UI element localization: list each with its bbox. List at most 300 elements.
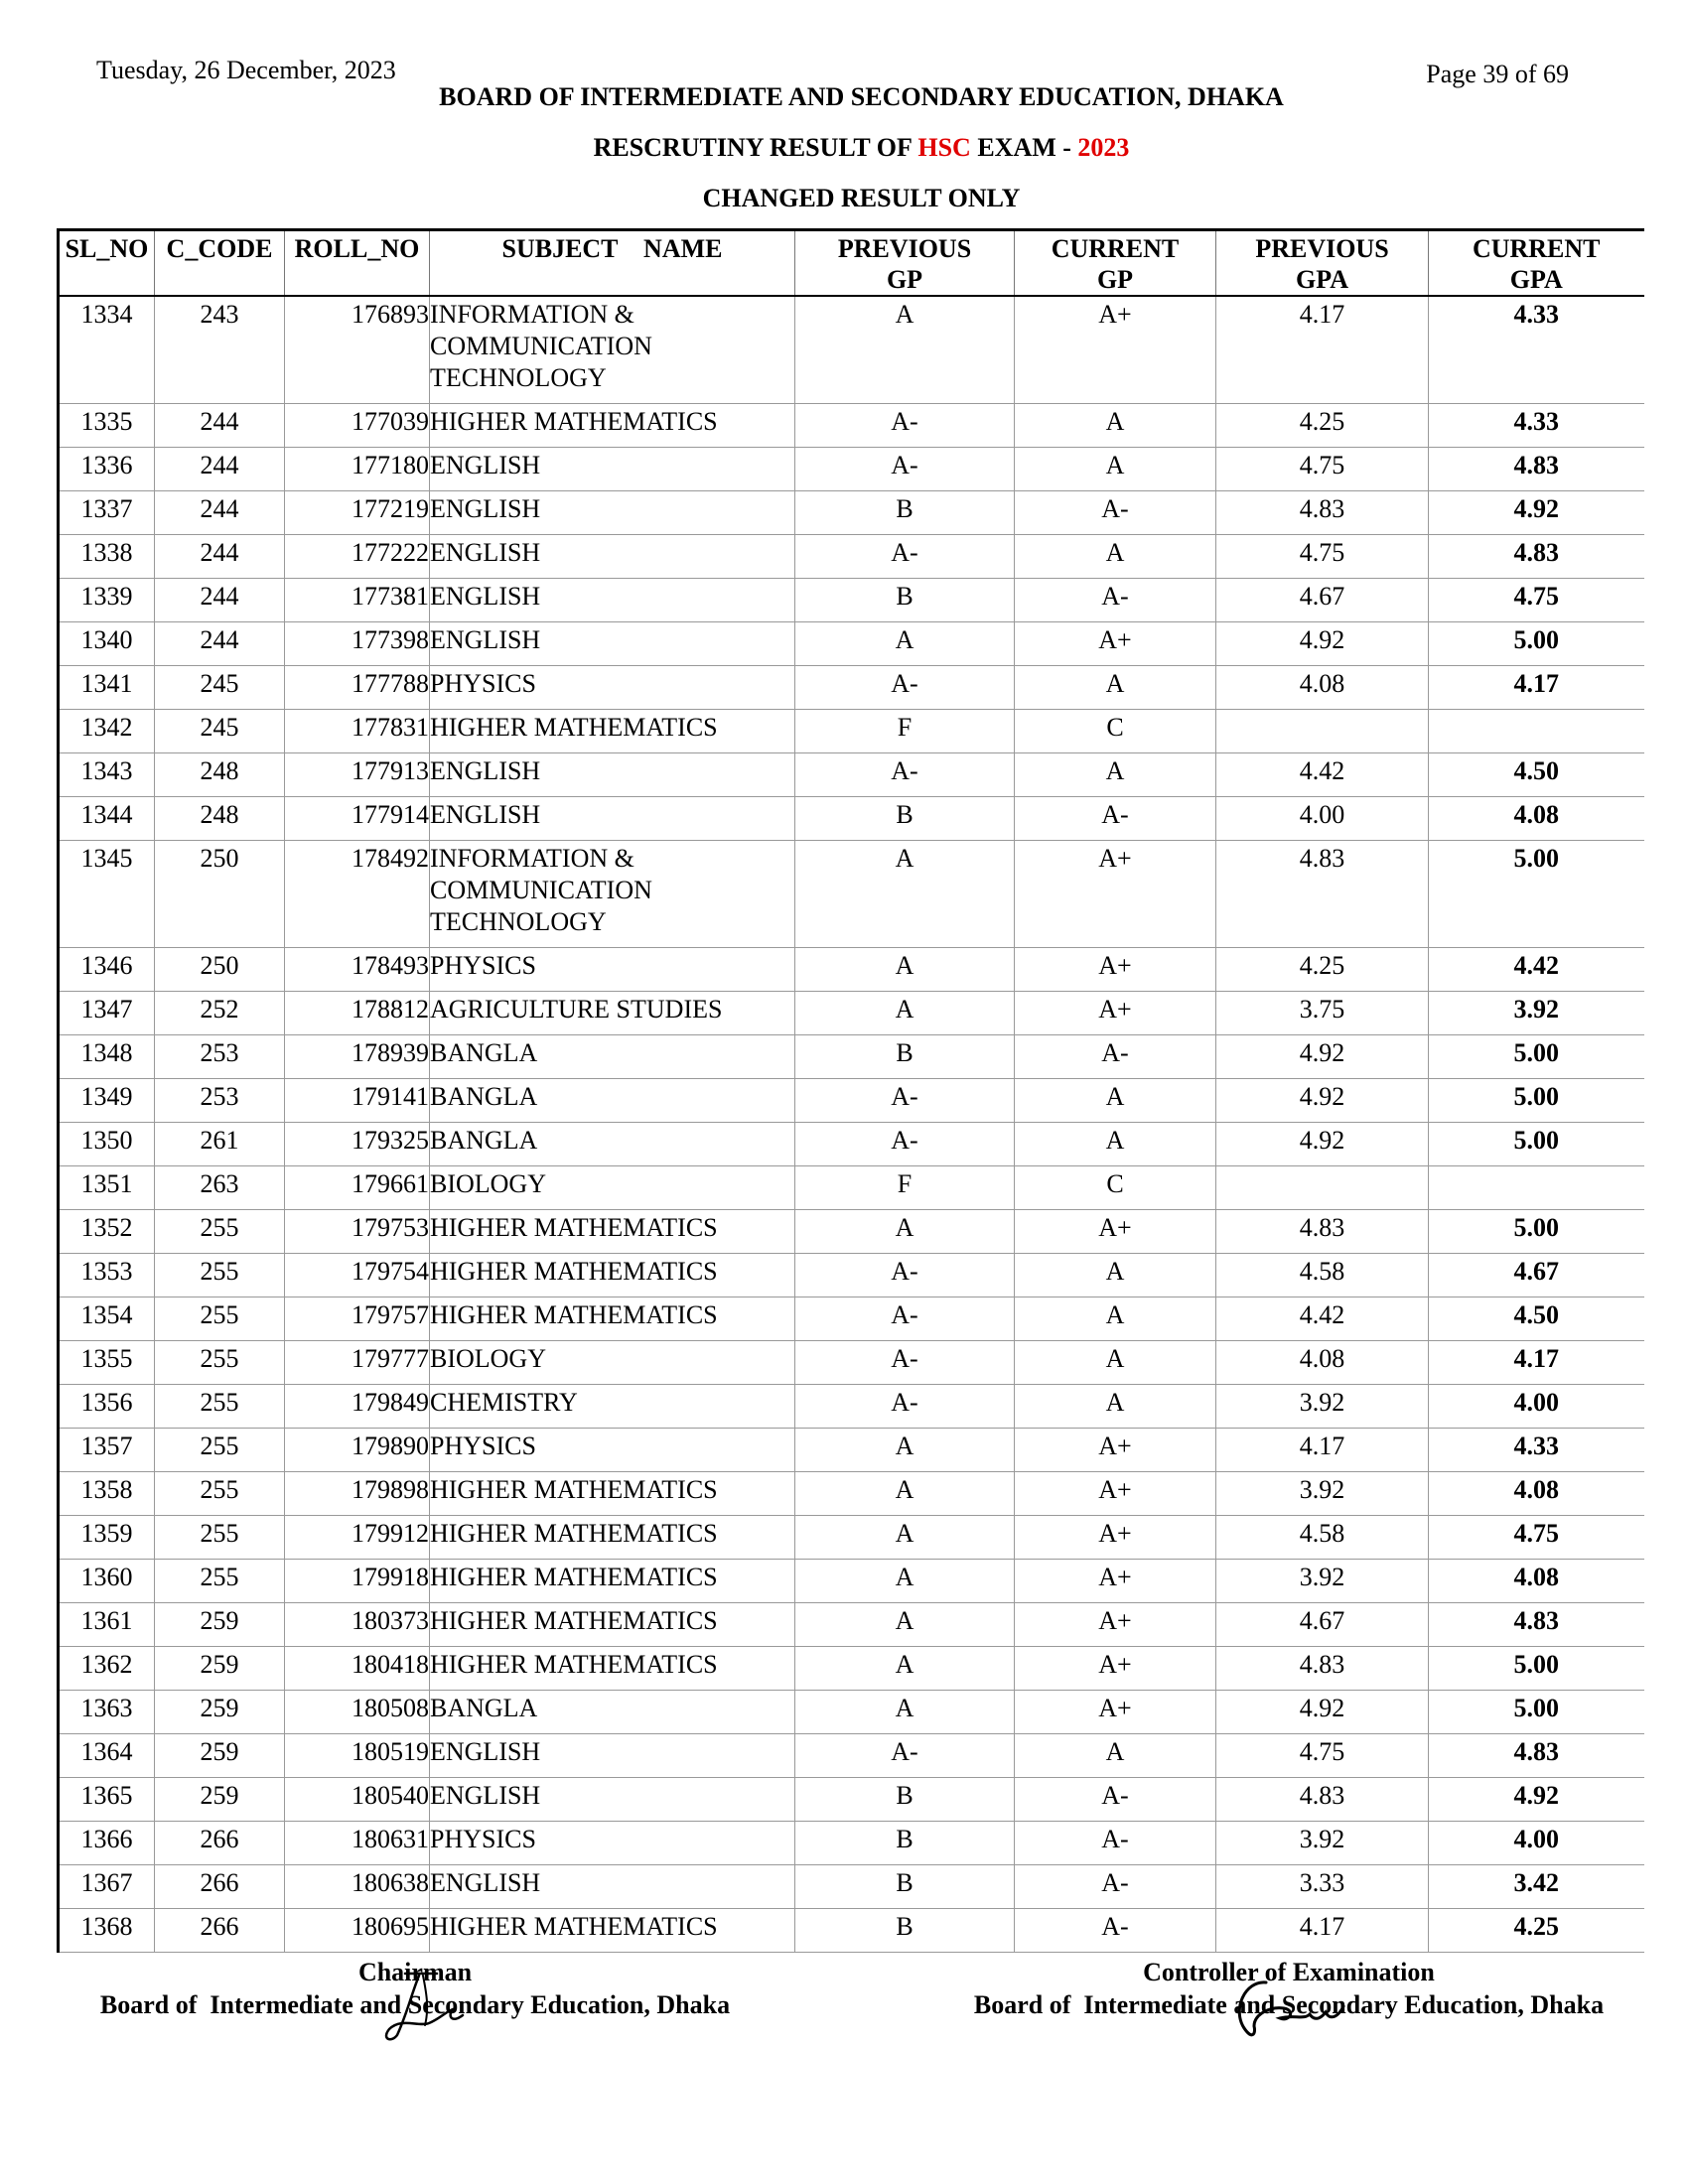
cell-current-gp: A+ bbox=[1015, 1210, 1216, 1254]
cell-previous-gpa: 4.83 bbox=[1216, 491, 1429, 535]
subtitle-prefix: RESCRUTINY RESULT OF bbox=[593, 133, 918, 162]
cell-c-code: 244 bbox=[155, 491, 285, 535]
cell-current-gpa: 4.75 bbox=[1429, 579, 1644, 622]
cell-current-gpa: 5.00 bbox=[1429, 1647, 1644, 1691]
cell-roll-no: 179661 bbox=[285, 1166, 430, 1210]
cell-subject: ENGLISH bbox=[430, 1865, 795, 1909]
cell-current-gp: A bbox=[1015, 753, 1216, 797]
cell-roll-no: 180508 bbox=[285, 1691, 430, 1734]
cell-previous-gpa bbox=[1216, 1166, 1429, 1210]
cell-sl-no: 1359 bbox=[59, 1516, 155, 1560]
table-row bbox=[59, 666, 1644, 710]
cell-subject: CHEMISTRY bbox=[430, 1385, 795, 1429]
cell-sl-no: 1339 bbox=[59, 579, 155, 622]
cell-current-gp: A+ bbox=[1015, 296, 1216, 404]
cell-previous-gpa: 4.67 bbox=[1216, 1603, 1429, 1647]
cell-subject: PHYSICS bbox=[430, 666, 795, 710]
cell-c-code: 252 bbox=[155, 992, 285, 1035]
cell-subject: ENGLISH bbox=[430, 622, 795, 666]
cell-previous-gp: A bbox=[795, 1429, 1015, 1472]
cell-sl-no: 1347 bbox=[59, 992, 155, 1035]
cell-roll-no: 177219 bbox=[285, 491, 430, 535]
cell-current-gpa bbox=[1429, 710, 1644, 753]
cell-c-code: 255 bbox=[155, 1472, 285, 1516]
cell-sl-no: 1336 bbox=[59, 448, 155, 491]
chairman-block bbox=[77, 1956, 753, 2021]
cell-current-gp: A- bbox=[1015, 1865, 1216, 1909]
cell-roll-no: 179849 bbox=[285, 1385, 430, 1429]
cell-current-gp: A bbox=[1015, 1079, 1216, 1123]
cell-subject: AGRICULTURE STUDIES bbox=[430, 992, 795, 1035]
cell-previous-gp: B bbox=[795, 1778, 1015, 1822]
cell-previous-gp: A bbox=[795, 1560, 1015, 1603]
cell-c-code: 263 bbox=[155, 1166, 285, 1210]
table-row bbox=[59, 1385, 1644, 1429]
cell-roll-no: 177381 bbox=[285, 579, 430, 622]
cell-c-code: 255 bbox=[155, 1297, 285, 1341]
cell-roll-no: 178812 bbox=[285, 992, 430, 1035]
cell-subject: ENGLISH bbox=[430, 753, 795, 797]
cell-sl-no: 1352 bbox=[59, 1210, 155, 1254]
cell-previous-gpa: 4.83 bbox=[1216, 1647, 1429, 1691]
table-row bbox=[59, 1254, 1644, 1297]
cell-current-gpa: 4.92 bbox=[1429, 1778, 1644, 1822]
cell-previous-gp: A bbox=[795, 1516, 1015, 1560]
cell-previous-gpa: 4.08 bbox=[1216, 1341, 1429, 1385]
cell-sl-no: 1335 bbox=[59, 404, 155, 448]
cell-subject: HIGHER MATHEMATICS bbox=[430, 1210, 795, 1254]
table-row bbox=[59, 992, 1644, 1035]
cell-subject: ENGLISH bbox=[430, 797, 795, 841]
chairman-org: Board of Intermediate and Secondary Education, Dhaka bbox=[99, 1990, 731, 2019]
cell-roll-no: 180418 bbox=[285, 1647, 430, 1691]
cell-previous-gpa: 4.42 bbox=[1216, 753, 1429, 797]
header-subject: SUBJECT NAME bbox=[430, 230, 795, 297]
header-current-gpa: CURRENT GPA bbox=[1429, 230, 1644, 297]
cell-subject: HIGHER MATHEMATICS bbox=[430, 1647, 795, 1691]
cell-subject: HIGHER MATHEMATICS bbox=[430, 710, 795, 753]
exam-subtitle bbox=[0, 133, 1688, 163]
cell-sl-no: 1360 bbox=[59, 1560, 155, 1603]
cell-sl-no: 1356 bbox=[59, 1385, 155, 1429]
cell-current-gp: C bbox=[1015, 710, 1216, 753]
cell-previous-gp: B bbox=[795, 1035, 1015, 1079]
cell-current-gp: A+ bbox=[1015, 1472, 1216, 1516]
cell-previous-gpa: 4.75 bbox=[1216, 535, 1429, 579]
cell-subject: HIGHER MATHEMATICS bbox=[430, 1297, 795, 1341]
cell-subject: ENGLISH bbox=[430, 579, 795, 622]
header-previous-gp: PREVIOUS GP bbox=[795, 230, 1015, 297]
table-row bbox=[59, 1778, 1644, 1822]
cell-roll-no: 179918 bbox=[285, 1560, 430, 1603]
cell-previous-gpa: 4.92 bbox=[1216, 1691, 1429, 1734]
cell-previous-gp: B bbox=[795, 491, 1015, 535]
cell-sl-no: 1351 bbox=[59, 1166, 155, 1210]
cell-previous-gpa: 4.17 bbox=[1216, 1909, 1429, 1953]
cell-previous-gp: A- bbox=[795, 753, 1015, 797]
cell-roll-no: 178492 bbox=[285, 841, 430, 948]
cell-previous-gpa: 4.75 bbox=[1216, 1734, 1429, 1778]
cell-previous-gpa: 3.33 bbox=[1216, 1865, 1429, 1909]
cell-c-code: 244 bbox=[155, 535, 285, 579]
cell-c-code: 266 bbox=[155, 1865, 285, 1909]
cell-previous-gp: A bbox=[795, 841, 1015, 948]
cell-previous-gp: A- bbox=[795, 1341, 1015, 1385]
cell-previous-gp: A- bbox=[795, 666, 1015, 710]
cell-c-code: 255 bbox=[155, 1254, 285, 1297]
cell-sl-no: 1334 bbox=[59, 296, 155, 404]
table-row bbox=[59, 1429, 1644, 1472]
table-row bbox=[59, 1603, 1644, 1647]
cell-current-gpa: 4.83 bbox=[1429, 1603, 1644, 1647]
cell-subject: BANGLA bbox=[430, 1691, 795, 1734]
cell-current-gpa: 4.92 bbox=[1429, 491, 1644, 535]
cell-current-gp: A+ bbox=[1015, 841, 1216, 948]
cell-previous-gp: B bbox=[795, 797, 1015, 841]
cell-sl-no: 1349 bbox=[59, 1079, 155, 1123]
table-row bbox=[59, 622, 1644, 666]
cell-previous-gp: A- bbox=[795, 1297, 1015, 1341]
cell-roll-no: 177039 bbox=[285, 404, 430, 448]
cell-current-gpa: 4.08 bbox=[1429, 1472, 1644, 1516]
cell-subject: HIGHER MATHEMATICS bbox=[430, 1560, 795, 1603]
cell-roll-no: 178493 bbox=[285, 948, 430, 992]
cell-subject: HIGHER MATHEMATICS bbox=[430, 1603, 795, 1647]
cell-current-gpa: 4.67 bbox=[1429, 1254, 1644, 1297]
cell-previous-gp: A bbox=[795, 1603, 1015, 1647]
cell-current-gp: A bbox=[1015, 448, 1216, 491]
cell-current-gp: A bbox=[1015, 1297, 1216, 1341]
cell-sl-no: 1362 bbox=[59, 1647, 155, 1691]
cell-previous-gpa: 4.83 bbox=[1216, 1210, 1429, 1254]
subtitle-exam: HSC bbox=[917, 133, 971, 162]
cell-current-gp: A- bbox=[1015, 491, 1216, 535]
cell-sl-no: 1368 bbox=[59, 1909, 155, 1953]
cell-roll-no: 179753 bbox=[285, 1210, 430, 1254]
cell-roll-no: 179898 bbox=[285, 1472, 430, 1516]
cell-previous-gpa: 4.58 bbox=[1216, 1516, 1429, 1560]
cell-sl-no: 1342 bbox=[59, 710, 155, 753]
cell-current-gpa: 5.00 bbox=[1429, 841, 1644, 948]
cell-current-gpa: 4.50 bbox=[1429, 1297, 1644, 1341]
cell-previous-gp: A- bbox=[795, 535, 1015, 579]
cell-subject: ENGLISH bbox=[430, 491, 795, 535]
header-c-code: C_CODE bbox=[155, 230, 285, 297]
cell-previous-gp: A- bbox=[795, 1254, 1015, 1297]
cell-current-gp: A bbox=[1015, 1123, 1216, 1166]
table-row bbox=[59, 1865, 1644, 1909]
cell-c-code: 244 bbox=[155, 448, 285, 491]
cell-previous-gpa: 4.83 bbox=[1216, 841, 1429, 948]
header-previous-gpa: PREVIOUS GPA bbox=[1216, 230, 1429, 297]
cell-sl-no: 1354 bbox=[59, 1297, 155, 1341]
cell-previous-gpa: 3.92 bbox=[1216, 1472, 1429, 1516]
cell-roll-no: 177914 bbox=[285, 797, 430, 841]
cell-c-code: 243 bbox=[155, 296, 285, 404]
cell-c-code: 259 bbox=[155, 1691, 285, 1734]
cell-c-code: 244 bbox=[155, 622, 285, 666]
controller-title: Controller of Examination bbox=[1143, 1958, 1435, 1986]
cell-previous-gp: F bbox=[795, 1166, 1015, 1210]
cell-c-code: 248 bbox=[155, 797, 285, 841]
table-row bbox=[59, 1166, 1644, 1210]
table-row bbox=[59, 491, 1644, 535]
cell-roll-no: 180638 bbox=[285, 1865, 430, 1909]
table-row bbox=[59, 753, 1644, 797]
cell-previous-gpa: 4.92 bbox=[1216, 1079, 1429, 1123]
cell-subject: HIGHER MATHEMATICS bbox=[430, 1254, 795, 1297]
cell-current-gp: A- bbox=[1015, 1822, 1216, 1865]
cell-current-gp: A+ bbox=[1015, 1516, 1216, 1560]
cell-previous-gpa: 4.92 bbox=[1216, 1123, 1429, 1166]
cell-c-code: 266 bbox=[155, 1822, 285, 1865]
cell-roll-no: 179757 bbox=[285, 1297, 430, 1341]
cell-current-gpa: 4.83 bbox=[1429, 448, 1644, 491]
cell-current-gpa: 5.00 bbox=[1429, 622, 1644, 666]
table-row bbox=[59, 1560, 1644, 1603]
cell-subject: ENGLISH bbox=[430, 535, 795, 579]
cell-subject: INFORMATION & COMMUNICATION TECHNOLOGY bbox=[430, 296, 795, 404]
cell-current-gp: A- bbox=[1015, 1035, 1216, 1079]
cell-subject: INFORMATION & COMMUNICATION TECHNOLOGY bbox=[430, 841, 795, 948]
cell-sl-no: 1345 bbox=[59, 841, 155, 948]
result-note: CHANGED RESULT ONLY bbox=[702, 184, 1021, 212]
cell-c-code: 255 bbox=[155, 1210, 285, 1254]
cell-previous-gp: B bbox=[795, 1909, 1015, 1953]
table-row bbox=[59, 579, 1644, 622]
cell-current-gpa: 4.42 bbox=[1429, 948, 1644, 992]
table-row bbox=[59, 710, 1644, 753]
cell-roll-no: 180519 bbox=[285, 1734, 430, 1778]
cell-roll-no: 177222 bbox=[285, 535, 430, 579]
table-row bbox=[59, 1079, 1644, 1123]
cell-previous-gpa: 4.75 bbox=[1216, 448, 1429, 491]
cell-previous-gp: A bbox=[795, 1472, 1015, 1516]
cell-previous-gp: B bbox=[795, 1865, 1015, 1909]
cell-current-gpa: 4.00 bbox=[1429, 1822, 1644, 1865]
cell-current-gp: A+ bbox=[1015, 1603, 1216, 1647]
cell-previous-gpa: 4.25 bbox=[1216, 404, 1429, 448]
cell-previous-gp: A bbox=[795, 992, 1015, 1035]
cell-roll-no: 180695 bbox=[285, 1909, 430, 1953]
cell-roll-no: 177831 bbox=[285, 710, 430, 753]
cell-c-code: 248 bbox=[155, 753, 285, 797]
cell-current-gpa: 5.00 bbox=[1429, 1210, 1644, 1254]
table-row bbox=[59, 797, 1644, 841]
cell-current-gp: A- bbox=[1015, 1909, 1216, 1953]
table-row bbox=[59, 1822, 1644, 1865]
cell-c-code: 259 bbox=[155, 1778, 285, 1822]
cell-sl-no: 1367 bbox=[59, 1865, 155, 1909]
cell-subject: PHYSICS bbox=[430, 948, 795, 992]
cell-c-code: 245 bbox=[155, 710, 285, 753]
cell-subject: HIGHER MATHEMATICS bbox=[430, 1909, 795, 1953]
cell-current-gp: A bbox=[1015, 1734, 1216, 1778]
table-row bbox=[59, 404, 1644, 448]
cell-previous-gpa: 3.92 bbox=[1216, 1560, 1429, 1603]
cell-previous-gpa: 4.00 bbox=[1216, 797, 1429, 841]
cell-sl-no: 1353 bbox=[59, 1254, 155, 1297]
table-row bbox=[59, 1516, 1644, 1560]
cell-subject: HIGHER MATHEMATICS bbox=[430, 404, 795, 448]
cell-subject: ENGLISH bbox=[430, 448, 795, 491]
cell-sl-no: 1355 bbox=[59, 1341, 155, 1385]
cell-roll-no: 180540 bbox=[285, 1778, 430, 1822]
cell-subject: BIOLOGY bbox=[430, 1166, 795, 1210]
cell-previous-gp: B bbox=[795, 579, 1015, 622]
table-row bbox=[59, 1691, 1644, 1734]
cell-previous-gpa: 4.17 bbox=[1216, 1429, 1429, 1472]
cell-roll-no: 179754 bbox=[285, 1254, 430, 1297]
cell-previous-gp: A- bbox=[795, 1385, 1015, 1429]
cell-sl-no: 1340 bbox=[59, 622, 155, 666]
cell-subject: PHYSICS bbox=[430, 1429, 795, 1472]
cell-previous-gpa: 4.58 bbox=[1216, 1254, 1429, 1297]
cell-sl-no: 1343 bbox=[59, 753, 155, 797]
cell-roll-no: 177398 bbox=[285, 622, 430, 666]
cell-previous-gpa bbox=[1216, 710, 1429, 753]
cell-current-gpa: 4.75 bbox=[1429, 1516, 1644, 1560]
cell-current-gpa: 4.25 bbox=[1429, 1909, 1644, 1953]
cell-roll-no: 177180 bbox=[285, 448, 430, 491]
cell-roll-no: 180373 bbox=[285, 1603, 430, 1647]
table-row bbox=[59, 841, 1644, 948]
cell-current-gp: A+ bbox=[1015, 948, 1216, 992]
cell-c-code: 255 bbox=[155, 1560, 285, 1603]
cell-previous-gpa: 4.92 bbox=[1216, 622, 1429, 666]
cell-current-gp: A- bbox=[1015, 579, 1216, 622]
cell-subject: BANGLA bbox=[430, 1035, 795, 1079]
table-row bbox=[59, 1341, 1644, 1385]
table-row bbox=[59, 1123, 1644, 1166]
header-current-gp: CURRENT GP bbox=[1015, 230, 1216, 297]
cell-c-code: 266 bbox=[155, 1909, 285, 1953]
table-header-row bbox=[59, 230, 1644, 297]
cell-current-gp: A+ bbox=[1015, 1647, 1216, 1691]
cell-previous-gp: F bbox=[795, 710, 1015, 753]
print-date: Tuesday, 26 December, 2023 bbox=[96, 56, 396, 84]
cell-current-gpa: 4.83 bbox=[1429, 535, 1644, 579]
cell-roll-no: 179912 bbox=[285, 1516, 430, 1560]
cell-current-gp: A bbox=[1015, 1341, 1216, 1385]
cell-c-code: 255 bbox=[155, 1516, 285, 1560]
cell-previous-gp: A- bbox=[795, 1734, 1015, 1778]
table-row bbox=[59, 1734, 1644, 1778]
cell-sl-no: 1337 bbox=[59, 491, 155, 535]
cell-current-gp: A bbox=[1015, 666, 1216, 710]
table-row bbox=[59, 1909, 1644, 1953]
chairman-title: Chairman bbox=[357, 1958, 473, 1986]
subtitle-mid: EXAM - bbox=[970, 133, 1078, 162]
cell-sl-no: 1358 bbox=[59, 1472, 155, 1516]
cell-current-gpa: 4.83 bbox=[1429, 1734, 1644, 1778]
cell-c-code: 244 bbox=[155, 579, 285, 622]
cell-current-gp: A+ bbox=[1015, 1691, 1216, 1734]
cell-previous-gp: A bbox=[795, 1647, 1015, 1691]
cell-previous-gpa: 3.92 bbox=[1216, 1822, 1429, 1865]
table-row bbox=[59, 1647, 1644, 1691]
cell-subject: ENGLISH bbox=[430, 1778, 795, 1822]
cell-sl-no: 1357 bbox=[59, 1429, 155, 1472]
cell-current-gpa: 4.17 bbox=[1429, 1341, 1644, 1385]
cell-current-gpa: 4.17 bbox=[1429, 666, 1644, 710]
cell-sl-no: 1344 bbox=[59, 797, 155, 841]
cell-previous-gp: A bbox=[795, 296, 1015, 404]
cell-previous-gpa: 4.25 bbox=[1216, 948, 1429, 992]
cell-sl-no: 1341 bbox=[59, 666, 155, 710]
cell-current-gpa: 5.00 bbox=[1429, 1691, 1644, 1734]
cell-sl-no: 1366 bbox=[59, 1822, 155, 1865]
cell-c-code: 255 bbox=[155, 1429, 285, 1472]
cell-roll-no: 179325 bbox=[285, 1123, 430, 1166]
table-row bbox=[59, 296, 1644, 404]
cell-c-code: 244 bbox=[155, 404, 285, 448]
cell-current-gp: A- bbox=[1015, 797, 1216, 841]
cell-subject: PHYSICS bbox=[430, 1822, 795, 1865]
cell-current-gpa: 5.00 bbox=[1429, 1079, 1644, 1123]
cell-c-code: 259 bbox=[155, 1647, 285, 1691]
cell-sl-no: 1348 bbox=[59, 1035, 155, 1079]
results-table bbox=[57, 228, 1644, 1953]
cell-current-gpa: 5.00 bbox=[1429, 1123, 1644, 1166]
cell-subject: HIGHER MATHEMATICS bbox=[430, 1472, 795, 1516]
controller-block bbox=[951, 1956, 1626, 2021]
cell-c-code: 253 bbox=[155, 1035, 285, 1079]
cell-c-code: 259 bbox=[155, 1603, 285, 1647]
cell-subject: BANGLA bbox=[430, 1123, 795, 1166]
cell-previous-gpa: 3.75 bbox=[1216, 992, 1429, 1035]
cell-previous-gpa: 4.42 bbox=[1216, 1297, 1429, 1341]
cell-subject: ENGLISH bbox=[430, 1734, 795, 1778]
cell-c-code: 255 bbox=[155, 1385, 285, 1429]
table-row bbox=[59, 535, 1644, 579]
cell-current-gp: C bbox=[1015, 1166, 1216, 1210]
table-row bbox=[59, 448, 1644, 491]
table-body bbox=[59, 296, 1644, 1953]
cell-current-gp: A bbox=[1015, 1254, 1216, 1297]
header-sl-no: SL_NO bbox=[59, 230, 155, 297]
table-row bbox=[59, 948, 1644, 992]
cell-current-gpa: 5.00 bbox=[1429, 1035, 1644, 1079]
cell-previous-gp: A bbox=[795, 1691, 1015, 1734]
cell-sl-no: 1365 bbox=[59, 1778, 155, 1822]
cell-previous-gpa: 3.92 bbox=[1216, 1385, 1429, 1429]
cell-c-code: 250 bbox=[155, 841, 285, 948]
cell-subject: HIGHER MATHEMATICS bbox=[430, 1516, 795, 1560]
cell-roll-no: 176893 bbox=[285, 296, 430, 404]
cell-sl-no: 1361 bbox=[59, 1603, 155, 1647]
cell-current-gpa: 3.92 bbox=[1429, 992, 1644, 1035]
table-row bbox=[59, 1297, 1644, 1341]
cell-previous-gpa: 4.83 bbox=[1216, 1778, 1429, 1822]
cell-sl-no: 1338 bbox=[59, 535, 155, 579]
cell-current-gp: A+ bbox=[1015, 992, 1216, 1035]
cell-previous-gp: A bbox=[795, 1210, 1015, 1254]
cell-previous-gpa: 4.08 bbox=[1216, 666, 1429, 710]
cell-current-gpa: 4.33 bbox=[1429, 296, 1644, 404]
cell-current-gp: A+ bbox=[1015, 1429, 1216, 1472]
cell-c-code: 261 bbox=[155, 1123, 285, 1166]
subtitle-year: 2023 bbox=[1077, 133, 1130, 162]
cell-current-gpa: 4.08 bbox=[1429, 1560, 1644, 1603]
cell-previous-gpa: 4.67 bbox=[1216, 579, 1429, 622]
page-number: Page 39 of 69 bbox=[1426, 60, 1569, 88]
cell-current-gpa: 4.00 bbox=[1429, 1385, 1644, 1429]
cell-sl-no: 1364 bbox=[59, 1734, 155, 1778]
cell-current-gpa: 4.33 bbox=[1429, 1429, 1644, 1472]
cell-c-code: 245 bbox=[155, 666, 285, 710]
cell-roll-no: 179777 bbox=[285, 1341, 430, 1385]
